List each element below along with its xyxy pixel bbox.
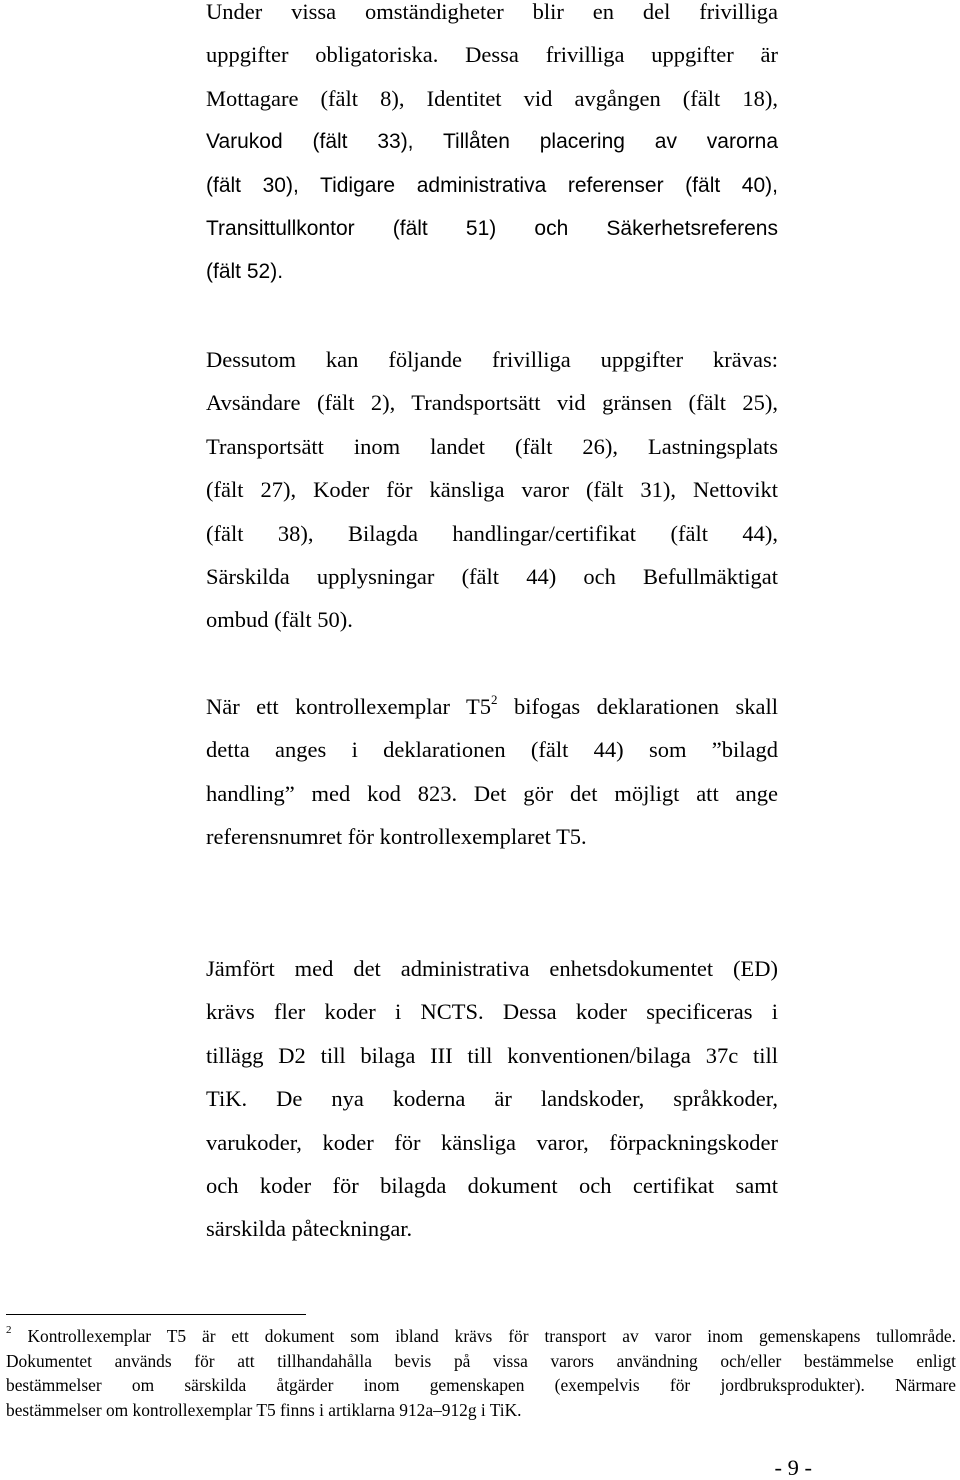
footnote-line [6, 1375, 956, 1400]
paragraph-line [206, 825, 778, 868]
page-number: - 9 - [774, 1455, 812, 1480]
paragraph-line [206, 608, 778, 651]
paragraph-line [206, 260, 778, 303]
paragraph-line [206, 1000, 778, 1043]
footnote-text: Kontrollexemplar T5 är ett dokument som ibland krävs för transport av varor inom gemenskapens tullområde. [11, 1326, 956, 1346]
line-text: och koder för bilagda dokument och certifikat samt [206, 1172, 778, 1198]
paragraph-line [206, 87, 778, 130]
line-text: (fält 27), Koder för känsliga varor (fält 31), Nettovikt [206, 477, 778, 503]
paragraph-line [206, 957, 778, 1000]
paragraph-line [206, 130, 778, 173]
line-text: Särskilda upplysningar (fält 44) och Befullmäktigat [206, 563, 778, 589]
paragraph-line [206, 478, 778, 521]
paragraph-line [206, 782, 778, 825]
line-text: Transportsätt inom landet (fält 26), Lastningsplats [206, 433, 778, 459]
footnote-text: Dokumentet används för att tillhandahålla bevis på vissa varors användning och/eller bestämmelse enligt [6, 1350, 956, 1371]
paragraph-optional-data-obligatory [206, 0, 778, 304]
paragraph-control-copy-t5 [206, 691, 778, 869]
paragraph-line [206, 1217, 778, 1260]
line-text: Avsändare (fält 2), Trandsportsätt vid gränsen (fält 25), [206, 390, 778, 416]
paragraph-line [206, 391, 778, 434]
line-text: krävs fler koder i NCTS. Dessa koder specificeras i [206, 999, 778, 1025]
footnote-line [6, 1326, 956, 1351]
paragraph-ncts-codes [206, 957, 778, 1261]
footnote-reference[interactable]: 2 [491, 691, 498, 707]
line-text: (fält 30), Tidigare administrativa referenser (fält 40), [206, 173, 778, 197]
paragraph-line [206, 43, 778, 86]
line-text: Under vissa omständigheter blir en del frivilliga [206, 0, 778, 24]
line-text: (fält 38), Bilagda handlingar/certifikat (fält 44), [206, 520, 778, 546]
footnote-line [6, 1400, 956, 1425]
paragraph-line [206, 1174, 778, 1217]
line-text: När ett kontrollexemplar T5 [206, 694, 492, 719]
line-text: handling” med kod 823. Det gör det möjligt att ange [206, 780, 778, 806]
line-text: Varukod (fält 33), Tillåten placering av varorna [206, 130, 778, 154]
paragraph-line [206, 1087, 778, 1130]
footnote-separator [6, 1314, 306, 1315]
line-text: tillägg D2 till bilaga III till konventionen/bilaga 37c till [206, 1042, 778, 1068]
line-text: Dessutom kan följande frivilliga uppgifter krävas: [206, 347, 778, 372]
footnote-text: bestämmelser om särskilda åtgärder inom gemenskapen (exempelvis för jordbruksprodukter). Närmare [6, 1375, 956, 1395]
paragraph-line [206, 217, 778, 260]
line-text: Jämfört med det administrativa enhetsdokumentet (ED) [206, 956, 778, 981]
paragraph-line [206, 348, 778, 391]
footnote-text: bestämmelser om kontrollexemplar T5 finns i artiklarna 912a–912g i TiK. [6, 1399, 522, 1420]
paragraph-line [206, 174, 778, 217]
line-text: referensnumret för kontrollexemplaret T5. [206, 824, 587, 850]
line-text: TiK. De nya koderna är landskoder, språkkoder, [206, 1086, 778, 1112]
paragraph-line [206, 0, 778, 43]
paragraph-line [206, 1044, 778, 1087]
line-text: ombud (fält 50). [206, 607, 353, 633]
footnote [6, 1326, 956, 1424]
paragraph-line [206, 691, 778, 738]
paragraph-line [206, 522, 778, 565]
line-text: (fält 52). [206, 260, 284, 284]
paragraph-line [206, 1131, 778, 1174]
line-text: uppgifter obligatoriska. Dessa frivilliga uppgifter är [206, 42, 778, 68]
footnote-marker: 2 [6, 1324, 12, 1337]
line-text: detta anges i deklarationen (fält 44) som ”bilagd [206, 737, 778, 763]
line-text: Mottagare (fält 8), Identitet vid avgången (fält 18), [206, 85, 778, 111]
line-text: Transittullkontor (fält 51) och Säkerhetsreferens [206, 216, 778, 240]
line-text-tail: bifogas deklarationen skall [497, 694, 778, 719]
line-text: särskilda påteckningar. [206, 1216, 413, 1242]
footnote-line [6, 1351, 956, 1376]
paragraph-line [206, 565, 778, 608]
line-text: varukoder, koder för känsliga varor, förpackningskoder [206, 1129, 778, 1155]
paragraph-line [206, 738, 778, 781]
paragraph-additional-optional-data [206, 348, 778, 652]
paragraph-line [206, 435, 778, 478]
